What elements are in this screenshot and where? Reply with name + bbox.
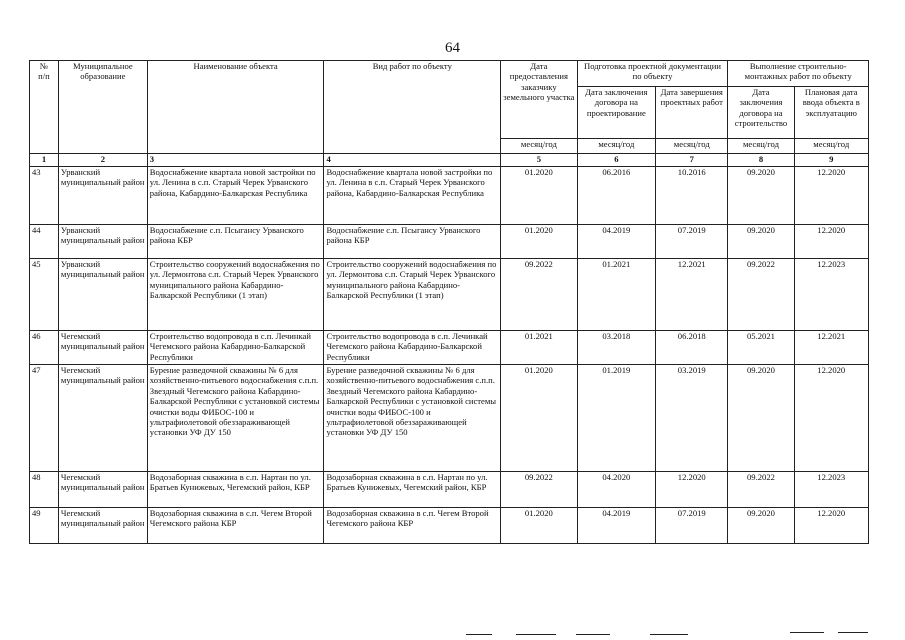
- header-num: № п/п: [30, 61, 59, 154]
- work-type-cell: Водозаборная скважина в с.п. Нартан по ул. Братьев Кунижевых, Чегемский район, КБР: [324, 472, 501, 508]
- design-completion-cell: 07.2019: [656, 225, 728, 259]
- header-construction-contract: Дата заключения договора на строительство: [728, 87, 794, 139]
- header-construction: Выполнение строительно-монтажных работ по объекту: [728, 61, 869, 87]
- date-provision-cell: 01.2020: [501, 365, 577, 472]
- work-type-cell: Строительство сооружений водоснабжения по ул. Лермонтова с.п. Старый Черек Урванского муниципального района Кабардино-Балкарской Республики (1 этап): [324, 259, 501, 331]
- commissioning-cell: 12.2020: [794, 167, 868, 225]
- work-type-cell: Бурение разведочной скважины № 6 для хозяйственно-питьевого водоснабжения с.п.п. Звездный Чегемского района Кабардино-Балкарской Республики с установкой системы очистки воды ФИБОС-100 и ультрафиолетовой обеззараживающей установки УФ ДУ 150: [324, 365, 501, 472]
- column-number: 2: [58, 154, 147, 167]
- header-date-provision-sub: заказчику земельного участка: [503, 81, 575, 103]
- header-date-provision-title: Дата предоставления: [509, 61, 568, 82]
- date-provision-cell: 01.2020: [501, 225, 577, 259]
- design-completion-cell: 10.2016: [656, 167, 728, 225]
- column-number: 5: [501, 154, 577, 167]
- object-name-cell: Водозаборная скважина в с.п. Чегем Второй Чегемского района КБР: [147, 508, 324, 544]
- commissioning-cell: 12.2021: [794, 331, 868, 365]
- object-name-cell: Бурение разведочной скважины № 6 для хозяйственно-питьевого водоснабжения с.п.п. Звездный Чегемского района Кабардино-Балкарской Республики с установкой системы очистки воды ФИБОС-100 и ультрафиолетовой обеззараживающей установки УФ ДУ 150: [147, 365, 324, 472]
- table-row: [30, 508, 869, 544]
- design-completion-cell: 12.2021: [656, 259, 728, 331]
- column-number: 3: [147, 154, 324, 167]
- row-number: 43: [30, 167, 59, 225]
- design-contract-cell: 01.2019: [577, 365, 656, 472]
- design-contract-cell: 04.2019: [577, 508, 656, 544]
- design-completion-cell: 06.2018: [656, 331, 728, 365]
- work-type-cell: Водоснабжение квартала новой застройки по ул. Ленина в с.п. Старый Черек Урванского района, Кабардино-Балкарская Республика: [324, 167, 501, 225]
- table-row: [30, 472, 869, 508]
- municipality-cell: Урванский муниципальный район: [58, 167, 147, 225]
- municipality-cell: Чегемский муниципальный район: [58, 508, 147, 544]
- date-provision-cell: 01.2020: [501, 167, 577, 225]
- row-number: 46: [30, 331, 59, 365]
- bottom-line: [790, 632, 824, 633]
- construction-contract-cell: 09.2020: [728, 365, 794, 472]
- header-object-name: Наименование объекта: [147, 61, 324, 154]
- design-contract-cell: 04.2019: [577, 225, 656, 259]
- work-type-cell: Водозаборная скважина в с.п. Чегем Второй Чегемского района КБР: [324, 508, 501, 544]
- construction-contract-cell: 09.2022: [728, 259, 794, 331]
- row-number: 44: [30, 225, 59, 259]
- row-number: 48: [30, 472, 59, 508]
- object-name-cell: Водоснабжение квартала новой застройки по ул. Ленина в с.п. Старый Черек Урванского района, Кабардино-Балкарская Республика: [147, 167, 324, 225]
- objects-table: [29, 60, 869, 544]
- commissioning-cell: 12.2020: [794, 225, 868, 259]
- header-design-contract: Дата заключения договора на проектирование: [577, 87, 656, 139]
- object-name-cell: Водозаборная скважина в с.п. Нартан по ул. Братьев Кунижевых, Чегемский район, КБР: [147, 472, 324, 508]
- table-row: [30, 167, 869, 225]
- unit-cell: месяц/год: [501, 139, 577, 154]
- bottom-line: [576, 634, 610, 635]
- column-number: 4: [324, 154, 501, 167]
- commissioning-cell: 12.2020: [794, 365, 868, 472]
- date-provision-cell: 01.2021: [501, 331, 577, 365]
- commissioning-cell: 12.2020: [794, 508, 868, 544]
- column-number: 8: [728, 154, 794, 167]
- unit-cell: месяц/год: [794, 139, 868, 154]
- header-commissioning: Плановая дата ввода объекта в эксплуатацию: [794, 87, 868, 139]
- design-contract-cell: 01.2021: [577, 259, 656, 331]
- object-name-cell: Водоснабжение с.п. Псыгансу Урванского района КБР: [147, 225, 324, 259]
- object-name-cell: Строительство водопровода в с.п. Лечинкай Чегемского района Кабардино-Балкарской Республики: [147, 331, 324, 365]
- work-type-cell: Водоснабжение с.п. Псыгансу Урванского района КБР: [324, 225, 501, 259]
- date-provision-cell: 01.2020: [501, 508, 577, 544]
- bottom-line: [466, 634, 492, 635]
- design-completion-cell: 12.2020: [656, 472, 728, 508]
- municipality-cell: Чегемский муниципальный район: [58, 472, 147, 508]
- bottom-line: [838, 632, 868, 633]
- work-type-cell: Строительство водопровода в с.п. Лечинкай Чегемского района Кабардино-Балкарской Республики: [324, 331, 501, 365]
- design-contract-cell: 04.2020: [577, 472, 656, 508]
- bottom-line: [650, 634, 688, 635]
- municipality-cell: Урванский муниципальный район: [58, 259, 147, 331]
- unit-cell: месяц/год: [656, 139, 728, 154]
- municipality-cell: Урванский муниципальный район: [58, 225, 147, 259]
- date-provision-cell: 09.2022: [501, 472, 577, 508]
- design-completion-cell: 03.2019: [656, 365, 728, 472]
- table-row: [30, 331, 869, 365]
- construction-contract-cell: 09.2020: [728, 508, 794, 544]
- header-work-type: Вид работ по объекту: [324, 61, 501, 154]
- municipality-cell: Чегемский муниципальный район: [58, 331, 147, 365]
- column-number: 9: [794, 154, 868, 167]
- design-contract-cell: 06.2016: [577, 167, 656, 225]
- table-row: [30, 259, 869, 331]
- municipality-cell: Чегемский муниципальный район: [58, 365, 147, 472]
- header-design-completion: Дата завершения проектных работ: [656, 87, 728, 139]
- unit-cell: месяц/год: [577, 139, 656, 154]
- column-number: 7: [656, 154, 728, 167]
- row-number: 49: [30, 508, 59, 544]
- construction-contract-cell: 09.2020: [728, 225, 794, 259]
- construction-contract-cell: 05.2021: [728, 331, 794, 365]
- row-number: 45: [30, 259, 59, 331]
- table-row: [30, 365, 869, 472]
- commissioning-cell: 12.2023: [794, 472, 868, 508]
- header-date-provision: [501, 61, 577, 139]
- header-design-prep: Подготовка проектной документации по объекту: [577, 61, 728, 87]
- table-row: [30, 225, 869, 259]
- design-contract-cell: 03.2018: [577, 331, 656, 365]
- design-completion-cell: 07.2019: [656, 508, 728, 544]
- bottom-line: [516, 634, 556, 635]
- column-number: 6: [577, 154, 656, 167]
- row-number: 47: [30, 365, 59, 472]
- column-number: 1: [30, 154, 59, 167]
- construction-contract-cell: 09.2020: [728, 167, 794, 225]
- construction-contract-cell: 09.2022: [728, 472, 794, 508]
- commissioning-cell: 12.2023: [794, 259, 868, 331]
- object-name-cell: Строительство сооружений водоснабжения по ул. Лермонтова с.п. Старый Черек Урванского муниципального района Кабардино-Балкарской Республики (1 этап): [147, 259, 324, 331]
- header-municipality: Муниципальное образование: [58, 61, 147, 154]
- unit-cell: месяц/год: [728, 139, 794, 154]
- date-provision-cell: 09.2022: [501, 259, 577, 331]
- page-number: 64: [445, 40, 460, 56]
